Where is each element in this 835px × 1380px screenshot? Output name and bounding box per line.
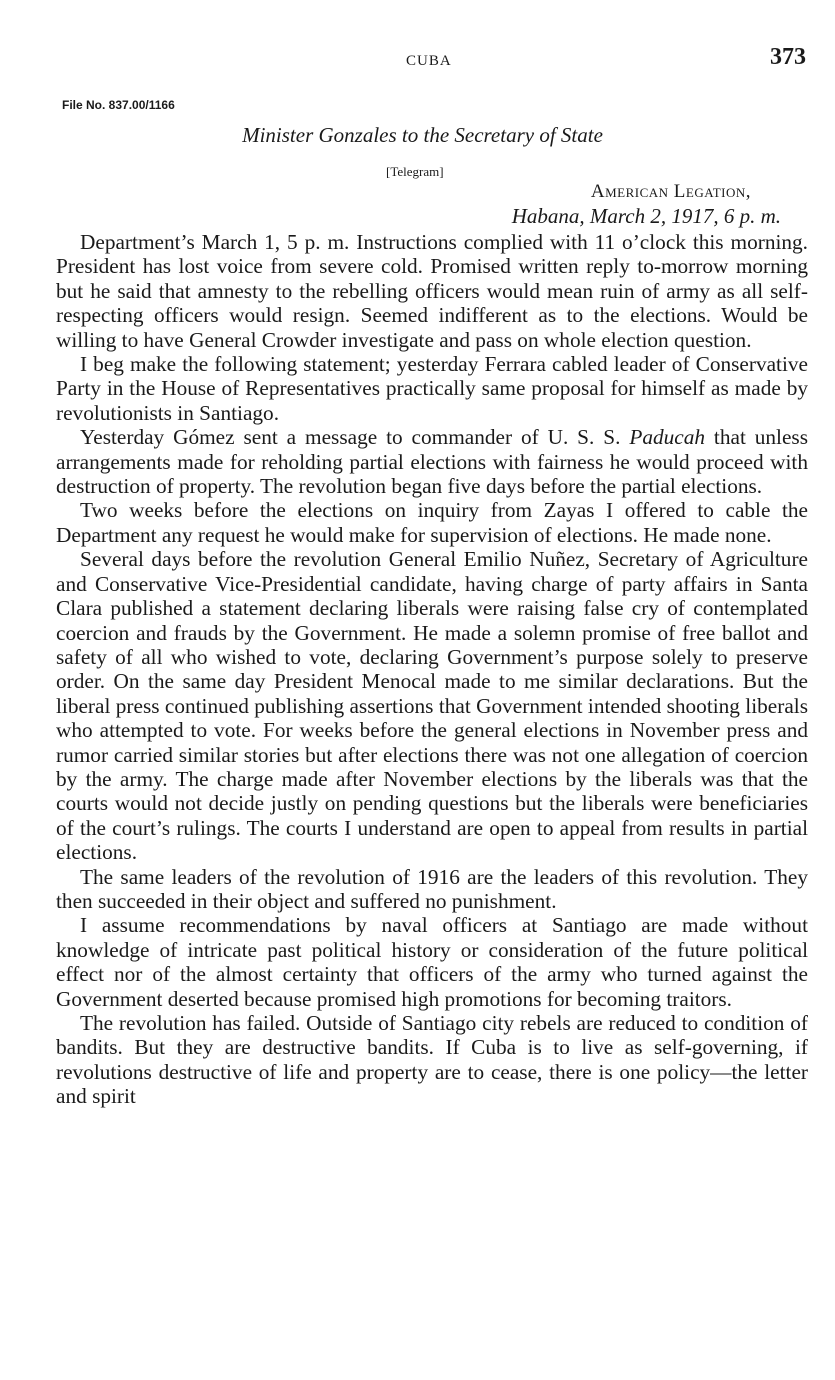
date-line: Habana, March 2, 1917, 6 p. m.: [511, 204, 781, 228]
running-head: CUBA: [406, 53, 452, 69]
page-header: [0, 44, 835, 84]
paragraph: The same leaders of the revolution of 1916 are the leaders of this revolution. They then succeeded in their object and suffered no punishment.: [56, 864, 808, 913]
paragraph: I beg make the following statement; yesterday Ferrara cabled leader of Conservative Party in the House of Representatives practically same proposal for himself as made by revolutionists in Santiago.: [56, 352, 808, 425]
paragraph-text: Yesterday Gómez sent a message to commander of U. S. S.: [80, 425, 630, 450]
paragraph: Several days before the revolution General Emilio Nuñez, Secretary of Agriculture and Conservative Vice-Presidential candidate, having charge of party affairs in Santa Clara published a statement declaring liberals were raising false cry of contemplated coercion and frauds by the Government. He made a solemn promise of free ballot and safety of all who wished to vote, declaring Government’s purpose solely to preserve order. On the same day President Menocal made to me similar declarations. But the liberal press continued publishing assertions that Government intended shooting liberals who attempted to vote. For weeks before the general elections in November press and rumor carried similar stories but after elections there was not one allegation of coercion by the army. The charge made after November elections by the liberals was that the courts would not decide justly on pending questions but the liberals were beneficiaries of the court’s rulings. The courts I understand are open to appeal from results in partial elections.: [56, 547, 808, 865]
paragraph: The revolution has failed. Outside of Santiago city rebels are reduced to condition of bandits. But they are destructive bandits. If Cuba is to live as self-governing, if revolutions destructive of life and property are to cease, there is one policy—the letter and spirit: [56, 1011, 808, 1109]
telegram-body: [56, 230, 808, 1109]
dateline: [512, 180, 781, 228]
legation-name: American Legation,: [590, 181, 751, 202]
page-number: 373: [770, 44, 806, 70]
paragraph: Department’s March 1, 5 p. m. Instructions complied with 11 o’clock this morning. President has lost voice from severe cold. Promised written reply to-morrow morning but he said that amnesty to the rebelling officers would mean ruin of army as all self-respecting officers would resign. Seemed indifferent as to the elections. Would be willing to have General Crowder investigate and pass on whole election question.: [56, 230, 808, 352]
paragraph: [56, 425, 808, 498]
document-title: Minister Gonzales to the Secretary of State: [242, 123, 603, 147]
paragraph: Two weeks before the elections on inquiry from Zayas I offered to cable the Department any request he would make for supervision of elections. He made none.: [56, 498, 808, 547]
file-number: File No. 837.00/1166: [62, 98, 175, 112]
document-type: [Telegram]: [386, 164, 444, 179]
paragraph-text: that unless arrangements made for reholding partial elections with fairness he would proceed with destruction of property. The revolution began five days before the partial elections.: [56, 425, 808, 499]
paragraph: I assume recommendations by naval officers at Santiago are made without knowledge of intricate past political history or consideration of the future political effect nor of the almost certainty that officers of the army who turned against the Government deserted because promised high promotions for becoming traitors.: [56, 913, 808, 1011]
ship-name: Paducah: [629, 425, 706, 450]
